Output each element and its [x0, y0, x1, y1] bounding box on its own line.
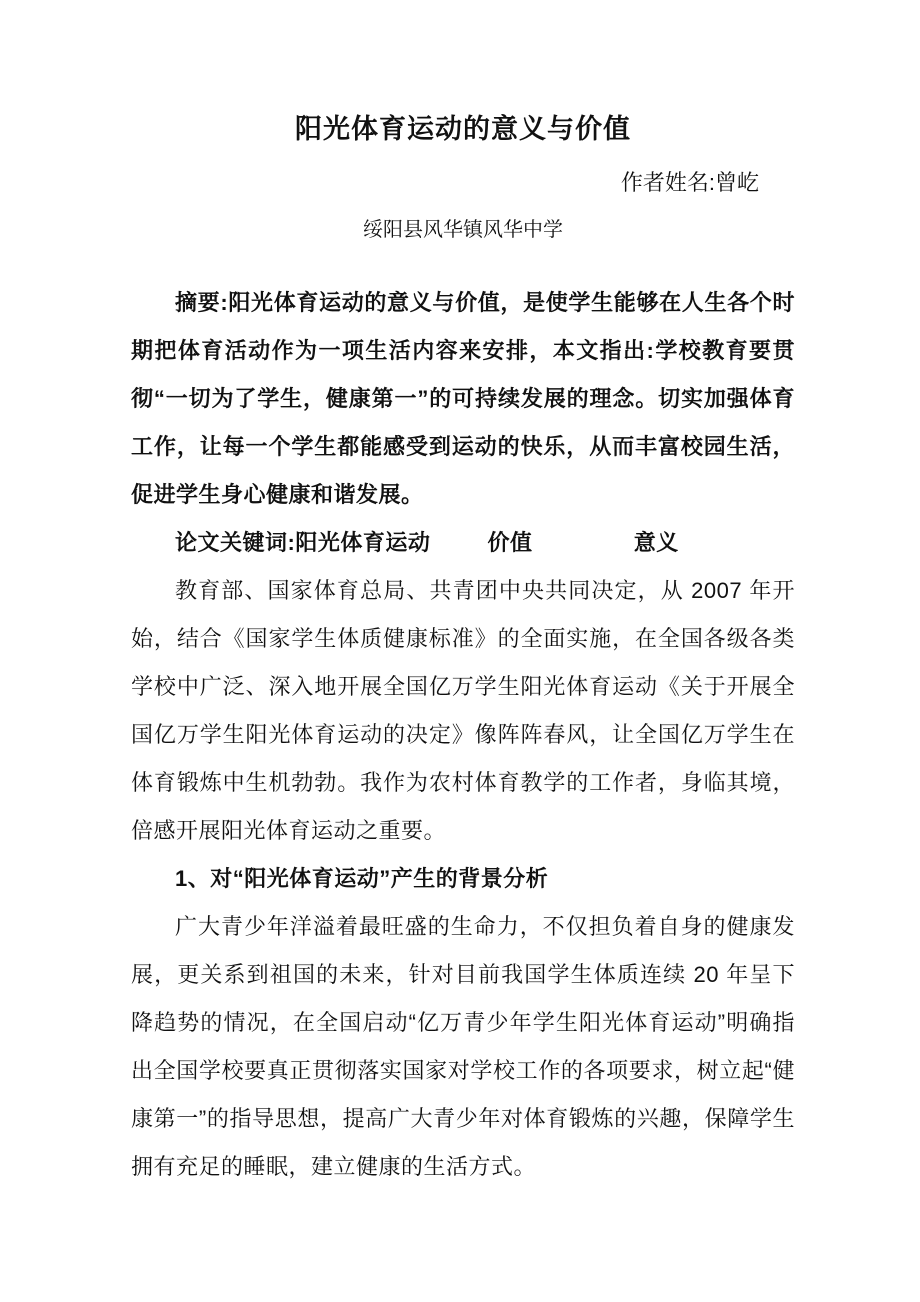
keywords-line — [131, 519, 795, 567]
keyword-item: 价值 — [487, 530, 533, 555]
keywords-label: 论文关键词: — [175, 530, 296, 555]
keyword-item: 意义 — [633, 530, 679, 555]
section1-paragraph: 广大青少年洋溢着最旺盛的生命力，不仅担负着自身的健康发展，更关系到祖国的未来，针对目前我国学生体质连续 20 年呈下降趋势的情况，在全国启动“亿万青少年学生阳光体育运动”明确指出全国学校要真正贯彻落实国家对学校工作的各项要求，树立起“健康第一”的指导思想，提高广大青少年对体育锻炼的兴趣，保障学生拥有充足的睡眠，建立健康的生活方式。 — [131, 914, 795, 1179]
intro-paragraph: 教育部、国家体育总局、共青团中央共同决定，从 2007 年开始，结合《国家学生体质健康标准》的全面实施，在全国各级各类学校中广泛、深入地开展全国亿万学生阳光体育运动《关于开展全国亿万学生阳光体育运动的决定》像阵阵春风，让全国亿万学生在体育锻炼中生机勃勃。我作为农村体育教学的工作者，身临其境，倍感开展阳光体育运动之重要。 — [131, 578, 795, 843]
affiliation-line: 绥阳县风华镇风华中学 — [363, 219, 563, 241]
abstract-paragraph: 摘要:阳光体育运动的意义与价值，是使学生能够在人生各个时期把体育活动作为一项生活内容来安排，本文指出:学校教育要贯彻“一切为了学生，健康第一”的可持续发展的理念。切实加强体育工作，让每一个学生都能感受到运动的快乐，从而丰富校园生活，促进学生身心健康和谐发展。 — [131, 290, 795, 507]
section1-heading: 1、对“阳光体育运动”产生的背景分析 — [175, 866, 549, 891]
author-line: 作者姓名:曾屹 — [620, 170, 759, 195]
document-title: 阳光体育运动的意义与价值 — [295, 114, 631, 144]
keyword-item: 阳光体育运动 — [295, 530, 431, 555]
